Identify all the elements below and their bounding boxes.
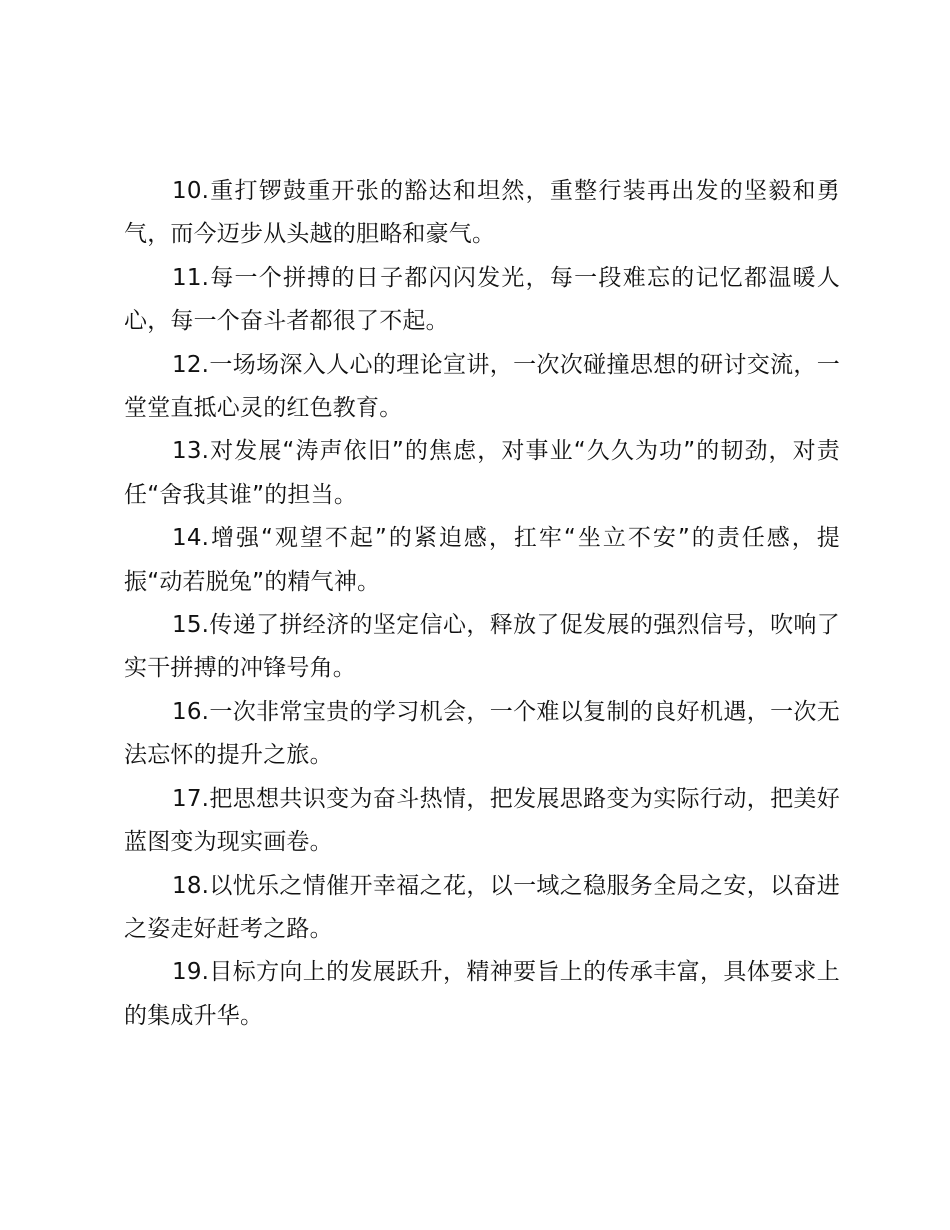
paragraph-15: 15.传递了拼经济的坚定信心，释放了促发展的强烈信号，吹响了实干拼搏的冲锋号角。 (124, 612, 840, 682)
paragraph-18: 18.以忧乐之情催开幸福之花，以一域之稳服务全局之安，以奋进之姿走好赶考之路。 (124, 872, 840, 942)
paragraph-16: 16.一次非常宝贵的学习机会，一个难以复制的良好机遇，一次无法忘怀的提升之旅。 (124, 698, 840, 769)
paragraph-10: 10.重打锣鼓重开张的豁达和坦然，重整行装再出发的坚毅和勇气，而今迈步从头越的胆略和豪气。 (124, 178, 840, 248)
paragraph-19: 19.目标方向上的发展跃升，精神要旨上的传承丰富，具体要求上的集成升华。 (124, 959, 840, 1029)
paragraph-11: 11.每一个拼搏的日子都闪闪发光，每一段难忘的记忆都温暖人心，每一个奋斗者都很了不起。 (124, 264, 840, 335)
document-body (124, 170, 840, 1038)
paragraph-12: 12.一场场深入人心的理论宣讲，一次次碰撞思想的研讨交流，一堂堂直抵心灵的红色教育。 (124, 351, 840, 422)
paragraph-13: 13.对发展“涛声依旧”的焦虑，对事业“久久为功”的韧劲，对责任“舍我其谁”的担当。 (124, 438, 840, 508)
paragraph-14: 14.增强“观望不起”的紧迫感，扛牢“坐立不安”的责任感，提振“动若脱兔”的精气神。 (124, 525, 840, 595)
paragraph-17: 17.把思想共识变为奋斗热情，把发展思路变为实际行动，把美好蓝图变为现实画卷。 (124, 785, 840, 856)
